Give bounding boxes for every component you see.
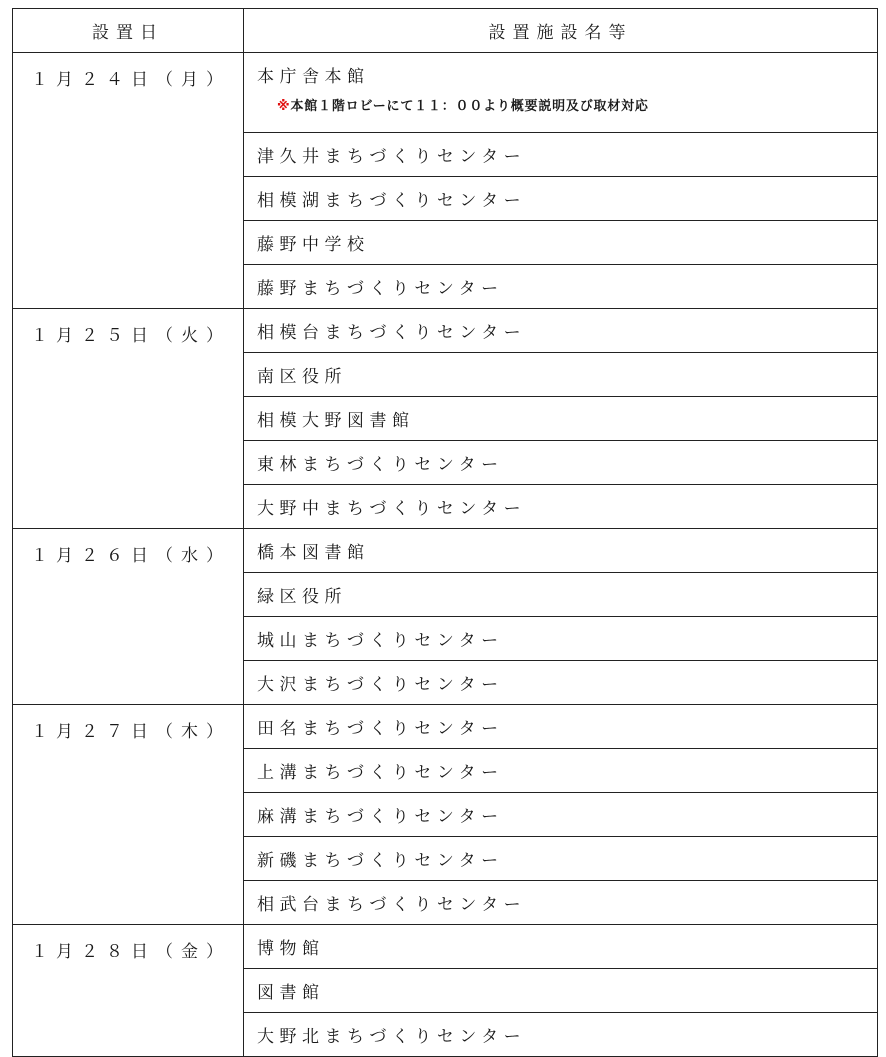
table-row xyxy=(13,925,878,969)
table-row xyxy=(13,53,878,133)
header-date: 設置日 xyxy=(13,9,244,53)
table-row xyxy=(13,529,878,573)
header-row xyxy=(13,9,878,53)
table-row xyxy=(13,309,878,353)
facility-cell: 大野北まちづくりセンター xyxy=(244,1013,878,1057)
facility-cell: 博物館 xyxy=(244,925,878,969)
facility-cell: 南区役所 xyxy=(244,353,878,397)
facility-cell: 大沢まちづくりセンター xyxy=(244,661,878,705)
facility-cell: 津久井まちづくりセンター xyxy=(244,133,878,177)
facility-cell xyxy=(244,53,878,133)
note-mark: ※ xyxy=(277,99,291,114)
facility-cell: 新磯まちづくりセンター xyxy=(244,837,878,881)
note-text: 本館１階ロビーにて１１：００より概要説明及び取材対応 xyxy=(290,99,649,114)
facility-cell: 相模大野図書館 xyxy=(244,397,878,441)
date-cell: １月２５日（火） xyxy=(13,309,244,529)
facility-cell: 藤野まちづくりセンター xyxy=(244,265,878,309)
table-row xyxy=(13,705,878,749)
facility-cell: 相武台まちづくりセンター xyxy=(244,881,878,925)
facility-cell: 田名まちづくりセンター xyxy=(244,705,878,749)
facility-cell: 麻溝まちづくりセンター xyxy=(244,793,878,837)
facility-cell: 図書館 xyxy=(244,969,878,1013)
facility-cell: 上溝まちづくりセンター xyxy=(244,749,878,793)
date-cell: １月２６日（水） xyxy=(13,529,244,705)
installation-schedule-table xyxy=(12,8,878,1057)
facility-cell: 橋本図書館 xyxy=(244,529,878,573)
date-cell: １月２４日（月） xyxy=(13,53,244,309)
header-facility: 設置施設名等 xyxy=(244,9,878,53)
facility-cell: 城山まちづくりセンター xyxy=(244,617,878,661)
facility-cell: 大野中まちづくりセンター xyxy=(244,485,878,529)
date-cell: １月２８日（金） xyxy=(13,925,244,1057)
facility-note xyxy=(277,95,877,114)
facility-cell: 藤野中学校 xyxy=(244,221,878,265)
facility-cell: 東林まちづくりセンター xyxy=(244,441,878,485)
facility-name: 本庁舎本館 xyxy=(257,67,370,87)
facility-cell: 相模台まちづくりセンター xyxy=(244,309,878,353)
facility-cell: 緑区役所 xyxy=(244,573,878,617)
date-cell: １月２７日（木） xyxy=(13,705,244,925)
facility-cell: 相模湖まちづくりセンター xyxy=(244,177,878,221)
